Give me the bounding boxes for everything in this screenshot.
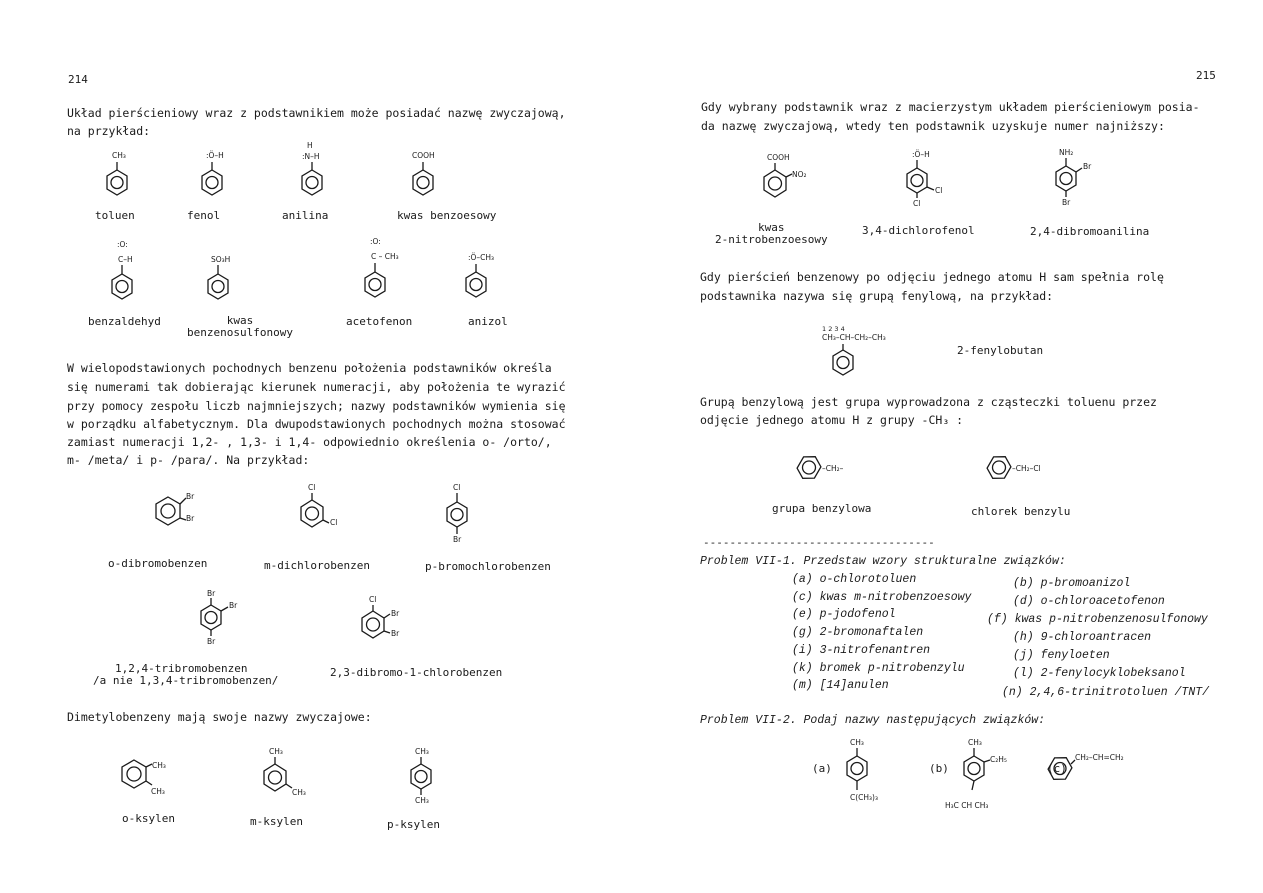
problem1-item-j: (j) fenyloeten <box>1013 649 1110 662</box>
svg-text:SO₃H: SO₃H <box>211 255 231 264</box>
benzoic-acid-structure <box>412 151 435 195</box>
right-intro-line-1: Gdy wybrany podstawnik wraz z macierzystym układem pierścieniowym posia- <box>701 100 1200 114</box>
label-dibromoanilina: 2,4-dibromoanilina <box>1030 225 1150 238</box>
label-dibromochlorobenzen: 2,3-dibromo-1-chlorobenzen <box>330 666 503 679</box>
label-dichlorofenol: 3,4-dichlorofenol <box>862 224 975 237</box>
right-phenyl-line-2: podstawnika nazywa się grupą fenylową, na przykład: <box>700 289 1054 303</box>
m-dichlorobenzene-structure <box>301 483 337 527</box>
label-chlorek-benzylu: chlorek benzylu <box>971 505 1071 518</box>
right-benzyl-line-2: odjęcie jednego atomu H z grupy -CH₃ : <box>700 413 964 427</box>
benzaldehyde-structure <box>112 240 133 299</box>
label-o-ksylen: o-ksylen <box>122 812 175 825</box>
problem2-structure-a <box>847 738 878 802</box>
label-benzaldehyd: benzaldehyd <box>88 315 161 328</box>
svg-text:Br: Br <box>207 589 216 598</box>
svg-text:C–H: C–H <box>118 255 133 264</box>
svg-text:Br: Br <box>186 514 195 523</box>
svg-text:C – CH₃: C – CH₃ <box>371 252 399 261</box>
label-2-fenylobutan: 2-fenylobutan <box>957 344 1044 357</box>
left-intro-line-2: na przykład: <box>67 124 151 138</box>
separator-line: ----------------------------------- <box>703 536 935 549</box>
label-fenol: fenol <box>187 209 221 222</box>
svg-text:CH₃–CH–CH₂–CH₃: CH₃–CH–CH₂–CH₃ <box>822 333 886 342</box>
svg-text:CH₃: CH₃ <box>152 761 166 770</box>
svg-text::N–H: :N–H <box>302 152 320 161</box>
m-xylene-structure <box>264 747 306 797</box>
problem1-item-c: (c) kwas m-nitrobenzoesowy <box>792 591 972 604</box>
right-benzyl-line-1: Grupą benzylową jest grupa wyprowadzona z cząsteczki toluenu przez <box>700 395 1157 409</box>
benzenesulfonic-acid-structure <box>208 255 230 299</box>
anisole-structure <box>466 253 494 297</box>
toluene-structure <box>107 151 127 195</box>
left-intro-line-1: Układ pierścieniowy wraz z podstawnikiem może posiadać nazwę zwyczajową, <box>67 106 566 120</box>
dichlorophenol-structure <box>907 150 942 208</box>
problem2-label-c: (c) <box>1047 762 1067 775</box>
benzyl-chloride-structure <box>984 452 1041 484</box>
svg-text:Br: Br <box>1083 162 1092 171</box>
svg-text:Br: Br <box>229 601 238 610</box>
label-p-bromochlorobenzen: p-bromochlorobenzen <box>425 560 551 573</box>
svg-text::Ö–CH₃: :Ö–CH₃ <box>468 253 495 262</box>
problem1-item-i: (i) 3-nitrofenantren <box>792 644 931 657</box>
problem1-item-h: (h) 9-chloroantracen <box>1013 631 1152 644</box>
problem2-label-a: (a) <box>812 762 832 775</box>
left-dimethyl-intro: Dimetylobenzeny mają swoje nazwy zwyczajowe: <box>67 710 372 724</box>
right-intro-line-2: da nazwę zwyczajową, wtedy ten podstawnik uzyskuje numer najniższy: <box>701 119 1165 133</box>
svg-text:Cl: Cl <box>453 483 461 492</box>
svg-text:Cl: Cl <box>330 518 338 527</box>
label-tribromobenzen-note: /a nie 1,3,4-tribromobenzen/ <box>93 674 279 687</box>
left-para-line-5: zamiast numeracji 1,2- , 1,3- i 1,4- odpowiednio określenia o- /orto/, <box>67 435 552 449</box>
svg-text:Br: Br <box>186 492 195 501</box>
label-tribromobenzen: 1,2,4-tribromobenzen <box>115 662 248 675</box>
nitrobenzoic-acid-structure <box>764 153 807 197</box>
problem1-item-k: (k) bromek p-nitrobenzylu <box>792 662 965 675</box>
right-phenyl-line-1: Gdy pierścień benzenowy po odjęciu jednego atomu H sam spełnia rolę <box>700 270 1164 284</box>
svg-text::O:: :O: <box>370 237 381 246</box>
label-toluen: toluen <box>95 209 135 222</box>
svg-text:CH₃: CH₃ <box>968 738 982 747</box>
o-xylene-structure <box>122 760 166 796</box>
label-kwas-benzoesowy: kwas benzoesowy <box>397 209 497 222</box>
svg-text:–CH₂–: –CH₂– <box>822 464 844 473</box>
svg-text:COOH: COOH <box>767 153 790 162</box>
svg-text:–CH₂–Cl: –CH₂–Cl <box>1012 464 1041 473</box>
phenol-structure <box>202 151 224 195</box>
label-kwas-benzenosulfonowy: kwas benzenosulfonowy <box>187 314 293 339</box>
problem2-title: Problem VII-2. Podaj nazwy następujących związków: <box>700 714 1046 727</box>
problem1-item-d: (d) o-chloroacetofenon <box>1013 595 1165 608</box>
aniline-structure <box>302 141 322 195</box>
problem1-title: Problem VII-1. Przedstaw wzory strukturalne związków: <box>700 555 1066 568</box>
label-m-dichlorobenzen: m-dichlorobenzen <box>264 559 370 572</box>
svg-text:Br: Br <box>1062 198 1071 207</box>
problem2-label-b: (b) <box>929 762 949 775</box>
problem1-item-m: (m) [14]anulen <box>792 679 889 692</box>
right-page-number: 215 <box>1196 69 1216 82</box>
left-page-number: 214 <box>68 73 88 86</box>
left-para-line-4: w porządku alfabetycznym. Dla dwupodstawionych pochodnych można stosować <box>67 417 566 431</box>
svg-text:C(CH₃)₃: C(CH₃)₃ <box>850 793 878 802</box>
left-para-line-1: W wielopodstawionych pochodnych benzenu położenia podstawników określa <box>67 361 552 375</box>
svg-text:NO₂: NO₂ <box>792 170 807 179</box>
dibromochlorobenzene-structure <box>362 595 400 638</box>
svg-text:H: H <box>307 141 313 150</box>
acetophenone-structure <box>365 237 399 297</box>
svg-text:CH₃: CH₃ <box>415 747 429 756</box>
problem1-item-e: (e) p-jodofenol <box>792 608 896 621</box>
svg-text:Cl: Cl <box>913 199 921 208</box>
label-o-dibromobenzen: o-dibromobenzen <box>108 557 208 570</box>
left-para-line-2: się numerami tak dobierając kierunek numeracji, aby położenia te wyrazić <box>67 380 566 394</box>
svg-text::O:: :O: <box>117 240 128 249</box>
label-acetofenon: acetofenon <box>346 315 413 328</box>
svg-text:CH₃: CH₃ <box>850 738 864 747</box>
svg-text:Br: Br <box>453 535 462 544</box>
svg-text::Ö–H: :Ö–H <box>912 150 930 159</box>
tribromobenzene-structure <box>201 589 238 646</box>
problem1-item-f: (f) kwas p-nitrobenzenosulfonowy <box>987 613 1208 626</box>
label-kwas-2-nitrobenzoesowy: kwas 2-nitrobenzoesowy <box>715 221 828 246</box>
dibromoaniline-structure <box>1056 148 1092 207</box>
svg-text:CH₃: CH₃ <box>112 151 126 160</box>
benzyl-group-structure <box>794 452 844 484</box>
problem2-structure-b <box>945 738 1007 810</box>
svg-text:NH₂: NH₂ <box>1059 148 1074 157</box>
label-m-ksylen: m-ksylen <box>250 815 303 828</box>
svg-text:CH₃: CH₃ <box>151 787 165 796</box>
label-anizol: anizol <box>468 315 508 328</box>
svg-text:CH₂–CH=CH₂: CH₂–CH=CH₂ <box>1075 753 1124 762</box>
problem1-item-l: (l) 2-fenylocyklobeksanol <box>1013 667 1186 680</box>
svg-text:Cl: Cl <box>369 595 377 604</box>
label-anilina: anilina <box>282 209 329 222</box>
svg-text:Cl: Cl <box>308 483 316 492</box>
left-para-line-3: przy pomocy zespołu liczb najmniejszych; nazwy podstawników wymienia się <box>67 399 566 413</box>
problem1-item-n: (n) 2,4,6-trinitrotoluen /TNT/ <box>1002 686 1210 699</box>
svg-text:CH₃: CH₃ <box>269 747 283 756</box>
svg-text:C₂H₅: C₂H₅ <box>990 755 1007 764</box>
svg-text:Br: Br <box>207 637 216 646</box>
svg-text:1 2 3 4: 1 2 3 4 <box>822 325 845 333</box>
p-xylene-structure <box>411 747 431 805</box>
left-para-line-6: m- /meta/ i p- /para/. Na przykład: <box>67 453 310 467</box>
problem1-item-a: (a) o-chlorotoluen <box>792 573 917 586</box>
phenylbutane-structure <box>822 325 886 375</box>
svg-text:Br: Br <box>391 629 400 638</box>
problem1-item-g: (g) 2-bromonaftalen <box>792 626 924 639</box>
svg-text:CH₃: CH₃ <box>292 788 306 797</box>
o-dibromobenzene-structure <box>156 492 195 525</box>
svg-text:Br: Br <box>391 609 400 618</box>
p-bromochlorobenzene-structure <box>447 483 467 544</box>
svg-text:CH₃: CH₃ <box>415 796 429 805</box>
svg-text:Cl: Cl <box>935 186 943 195</box>
svg-text:H₃C CH CH₃: H₃C CH CH₃ <box>945 801 989 810</box>
label-p-ksylen: p-ksylen <box>387 818 440 831</box>
svg-text:COOH: COOH <box>412 151 435 160</box>
label-grupa-benzylowa: grupa benzylowa <box>772 502 872 515</box>
svg-text::Ö–H: :Ö–H <box>206 151 224 160</box>
problem1-item-b: (b) p-bromoanizol <box>1013 577 1131 590</box>
